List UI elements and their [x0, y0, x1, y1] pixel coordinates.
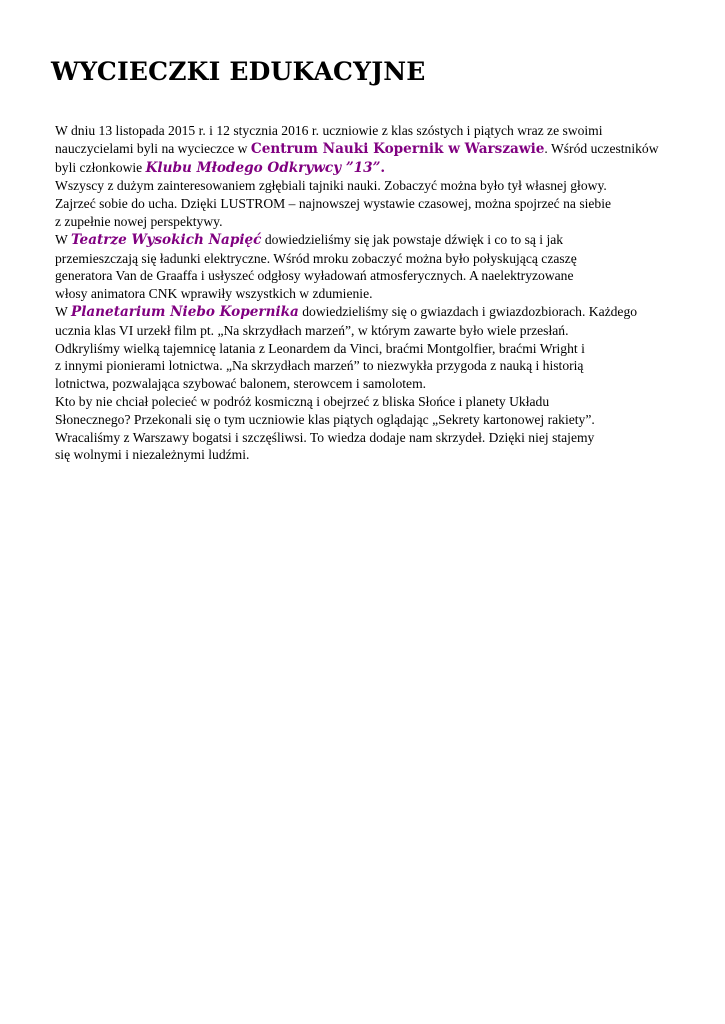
text-line [55, 177, 675, 195]
text-line [55, 393, 675, 411]
text-segment: W dniu 13 listopada 2015 r. i 12 stycznia 2016 r. uczniowie z klas szóstych i piątych wraz ze swoimi [55, 123, 603, 138]
text-segment: się wolnymi i niezależnymi ludźmi. [55, 447, 250, 463]
text-segment: Wracaliśmy z Warszawy bogatsi i szczęśliwsi. To wiedza dodaje nam skrzydeł. Dzięki niej stajemy [55, 429, 595, 445]
text-segment: ucznia klas VI urzekł film pt. „Na skrzydłach marzeń”, w którym zawarte było wiele przesłań. [55, 322, 569, 338]
page-title: WYCIECZKI EDUKACYJNE [51, 57, 426, 86]
text-line [55, 122, 675, 140]
text-line [55, 322, 675, 340]
article-body [55, 122, 675, 464]
text-line [55, 250, 675, 268]
text-segment: przemieszczają się ładunki elektryczne. Wśród mroku zobaczyć można było połyskującą czaszę [55, 250, 577, 266]
text-line [55, 213, 675, 231]
text-segment: Odkryliśmy wielką tajemnicę latania z Leonardem da Vinci, braćmi Montgolfier, braćmi Wright i [55, 340, 585, 356]
text-segment: nauczycielami byli na wycieczce w [55, 140, 251, 156]
text-segment: byli członkowie [55, 159, 146, 175]
text-segment: W [55, 231, 71, 247]
text-line [55, 429, 675, 447]
text-segment: . Wśród uczestników [544, 140, 659, 156]
text-line [55, 195, 675, 213]
text-line [55, 140, 675, 159]
text-segment: . [380, 159, 386, 176]
text-line [55, 303, 675, 322]
text-segment: Kto by nie chciał polecieć w podróż kosmiczną i obejrzeć z bliska Słońce i planety Układu [55, 393, 550, 409]
text-segment: Wszyscy z dużym zainteresowaniem zgłębiali tajniki nauki. Zobaczyć można było tył własnej głowy. [55, 178, 607, 194]
text-line [55, 231, 675, 250]
text-segment: Zajrzeć sobie do ucha. Dzięki LUSTROM – najnowszej wystawie czasowej, można spojrzeć na siebie [55, 196, 612, 212]
text-segment: W [55, 303, 71, 319]
text-segment: dowiedzieliśmy się o gwiazdach i gwiazdozbiorach. Każdego [298, 303, 638, 319]
text-line [55, 159, 675, 178]
text-line [55, 375, 675, 393]
text-segment: z zupełnie nowej perspektywy. [55, 213, 223, 229]
text-line [55, 285, 675, 303]
highlight-klub-mlodego-odkrywcy: Klubu Młodego Odkrywcy ”13” [145, 159, 381, 176]
text-segment: lotnictwa, pozwalająca szybować balonem, sterowcem i samolotem. [55, 376, 427, 392]
highlight-teatr-wysokich-napiec: Teatrze Wysokich Napięć [70, 231, 262, 248]
highlight-planetarium-niebo-kopernika: Planetarium Niebo Kopernika [70, 303, 299, 320]
text-line [55, 357, 675, 375]
text-segment: włosy animatora CNK wprawiły wszystkich w zdumienie. [55, 286, 373, 302]
highlight-centrum-nauki-kopernik: Centrum Nauki Kopernik w Warszawie [250, 140, 545, 157]
text-line [55, 267, 675, 285]
text-line [55, 446, 675, 464]
text-line [55, 340, 675, 358]
text-segment: dowiedzieliśmy się jak powstaje dźwięk i co to są i jak [261, 231, 564, 247]
text-segment: Słonecznego? Przekonali się o tym uczniowie klas piątych oglądając „Sekrety kartonowej rakiety”. [55, 411, 595, 427]
text-line [55, 411, 675, 429]
text-segment: z innymi pionierami lotnictwa. „Na skrzydłach marzeń” to niezwykła przygoda z nauką i historią [55, 358, 584, 374]
text-segment: generatora Van de Graaffa i usłyszeć odgłosy wyładowań atmosferycznych. A naelektryzowane [55, 268, 574, 284]
